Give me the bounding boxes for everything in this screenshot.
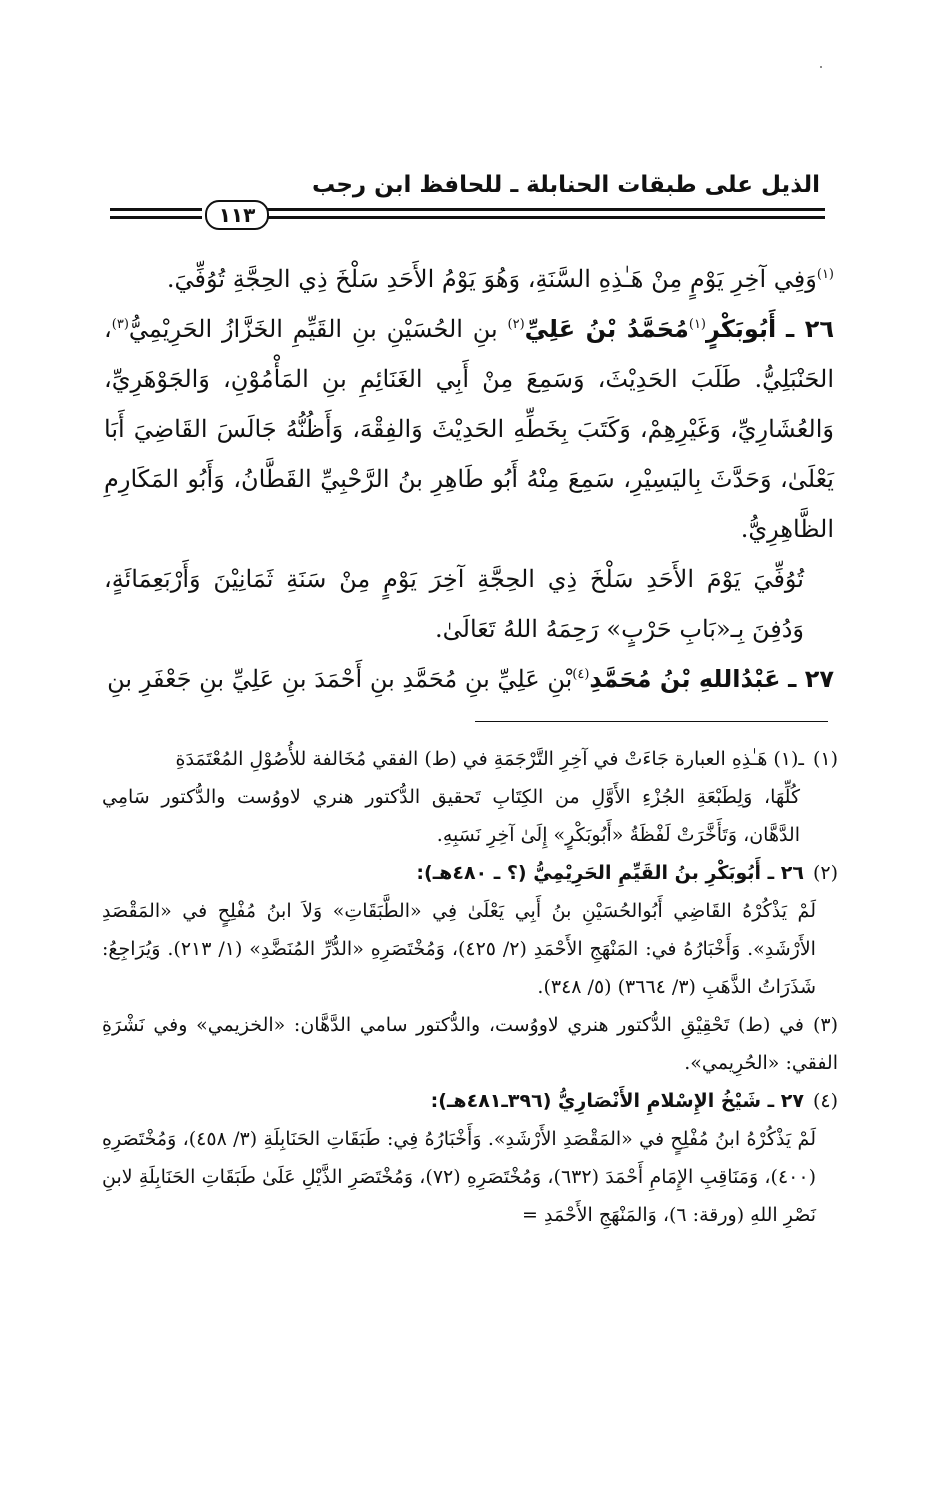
footnote-ref: (٤) [572,667,590,682]
paragraph: تُوُفِّيَ يَوْمَ الأَحَدِ سَلْخَ ذِي الحِجَّةِ آخِرَ يَوْمٍ مِنْ سَنَةِ ثَمَانِيْنَ وَأَرْبَعِمَائَةٍ، وَدُفِنَ بِـ«بَابِ حَرْبٍ» رَحِمَهُ اللهُ تَعَالَىٰ. [104,565,804,643]
entry-number: ٢٦ ـ [785,315,834,343]
paragraph-text: وَفِي آخِرِ يَوْمٍ مِنْ هَـٰذِهِ السَّنَةِ، وَهُوَ يَوْمُ الأَحَدِ سَلْخَ ذِي الحِجَّةِ تُوُفِّيَ. [166,265,817,293]
footnote-3 [102,1006,838,1082]
footnote-text: لَمْ يَذْكُرْهُ القَاضِي أَبُوالحُسَيْنِ بنُ أَبِي يَعْلَىٰ فِي «الطَّبَقَاتِ» وَلاَ ابنُ مُفْلِحٍ في «المَقْصَدِ الأَرْشَدِ». وَأَخْبَارُهُ في: المَنْهَجِ الأَحْمَدِ (٢/ ٤٢٥)، وَمُخْتَصَرِهِ «الدُّرِّ المُنَضَّدِ» (١/ ٢١٣). وَيُرَاجِعُ: شَذَرَاتُ الذَّهَبِ (٣/ ٣٦٦٤) (٥/ ٣٤٨). [102,900,816,998]
footnotes [102,740,838,1234]
footnote-mark: (٢) [812,862,838,884]
footnote-text: لَمْ يَذْكُرْهُ ابنُ مُفْلِحٍ في «المَقْصَدِ الأَرْشَدِ». وَأَخْبَارُهُ فِي: طَبَقَاتِ الحَنَابِلَةِ (٣/ ٤٥٨)، وَمُخْتَصَرِهِ (٤٠٠)، وَمَنَاقِبِ الإِمَامِ أَحْمَدَ (٦٣٢)، وَمُخْتَصَرِهِ (٧٢)، وَمُخْتَصَرِ الذَّيْلِ عَلَىٰ طَبَقَاتِ الحَنَابِلَةِ لابنِ نَصْرِ اللهِ (ورقة: ٦)، وَالمَنْهَجِ الأَحْمَدِ = [102,1128,816,1226]
main-text [104,254,834,704]
entry-name: عَبْدُاللهِ بْنُ مُحَمَّدِ [589,665,781,693]
footnote-mark: (٤) [812,1090,838,1112]
rule-line [110,208,202,211]
stray-dot [820,66,822,68]
entry-text: بنِ الحُسَيْنِ بنِ القَيِّمِ الخَزَّازُ الحَرِيْمِيُّ [128,315,498,343]
footnote-4 [102,1082,838,1120]
footnote-ref: (١) [816,267,834,282]
footnote-text: في (ط) تَحْقِيْقِ الدُّكتور هنري لاووُست، والدُّكتور سامي الدَّهَّان: «الخزيمي» وفي نَشْرَةِ الفقي: «الحُرِيمي». [102,1014,838,1074]
rule-line [265,216,825,219]
footnote-ref: (١) [688,317,706,332]
entry-text: ، الحَنْبَلِيُّ. طَلَبَ الحَدِيْثَ، وَسَمِعَ مِنْ أَبِي الغَنَائِمِ بنِ المَأْمُوْنِ، وَالجَوْهَرِيِّ، وَالعُشَارِيِّ، وَغَيْرِهِمْ، وَكَتَبَ بِخَطِّهِ الحَدِيْثَ وَالفِقْهَ، وَأَظُنُّهُ جَالَسَ القَاضِيَ أَبَا يَعْلَىٰ، وَحَدَّثَ بِاليَسِيْرِ، سَمِعَ مِنْهُ أَبُو طَاهِرِ بنُ الرَّحْبِيِّ القَطَّانُ، وَأَبُو المَكَارِمِ الظَّاهِرِيُّ. [104,315,834,543]
entry-27 [104,654,834,704]
footnote-mark: (٣) [812,1014,838,1036]
rule-line [110,216,202,219]
footnote-heading: ٢٦ ـ أَبُوبَكْرِ بنُ القَيِّمِ الحَرِيْمِيُّ (؟ ـ ٤٨٠هـ): [416,862,804,884]
footnote-2 [102,854,838,892]
paragraph [104,254,834,304]
footnote-mark: (١) [812,748,838,770]
footnote-text: كُلِّهَا، وَلِطَبْعَةِ الجُزْءِ الأَوَّلِ من الكِتَابِ تَحقيق الدُّكتور هنري لاووُست والدُّكتور سَامِي الدَّهَّان، وَتَأَخَّرَتْ لَفْظَةُ «أَبُوبَكْرٍ» إِلَىٰ آخِرِ نَسَبِهِ. [102,786,800,846]
header-rule [110,200,825,230]
entry-name: أَبُوبَكْرٍ [706,315,777,343]
footnote-ref: (٣) [111,317,129,332]
footnote-separator [475,721,828,722]
entry-26 [104,304,834,554]
rule-line [265,208,825,211]
entry-name: مُحَمَّدُ بْنُ عَلِيِّ [524,315,689,343]
entry-text: بْنِ عَلِيِّ بنِ مُحَمَّدِ بنِ أَحْمَدَ بنِ عَلِيِّ بنِ جَعْفَرِ بنِ [107,665,573,693]
entry-number: ٢٧ ـ [788,665,834,693]
footnote-1 [102,740,838,778]
running-title: الذيل على طبقات الحنابلة ـ للحافظ ابن رجب [311,172,820,198]
footnote-heading: ٢٧ ـ شَيْخُ الإِسْلامِ الأَنْصَارِيُّ (٣٩٦ـ٤٨١هـ): [430,1090,804,1112]
page-number: ١١٣ [205,200,269,230]
footnote-ref: (٢) [507,317,525,332]
footnote-text: ـ(١) هَـٰذِهِ العبارة جَاءَتْ في آخِرِ التَّرْجَمَةِ في (ط) الفقي مُخَالفة للأُصُوْلِ المُعْتَمَدَةِ [175,748,804,770]
